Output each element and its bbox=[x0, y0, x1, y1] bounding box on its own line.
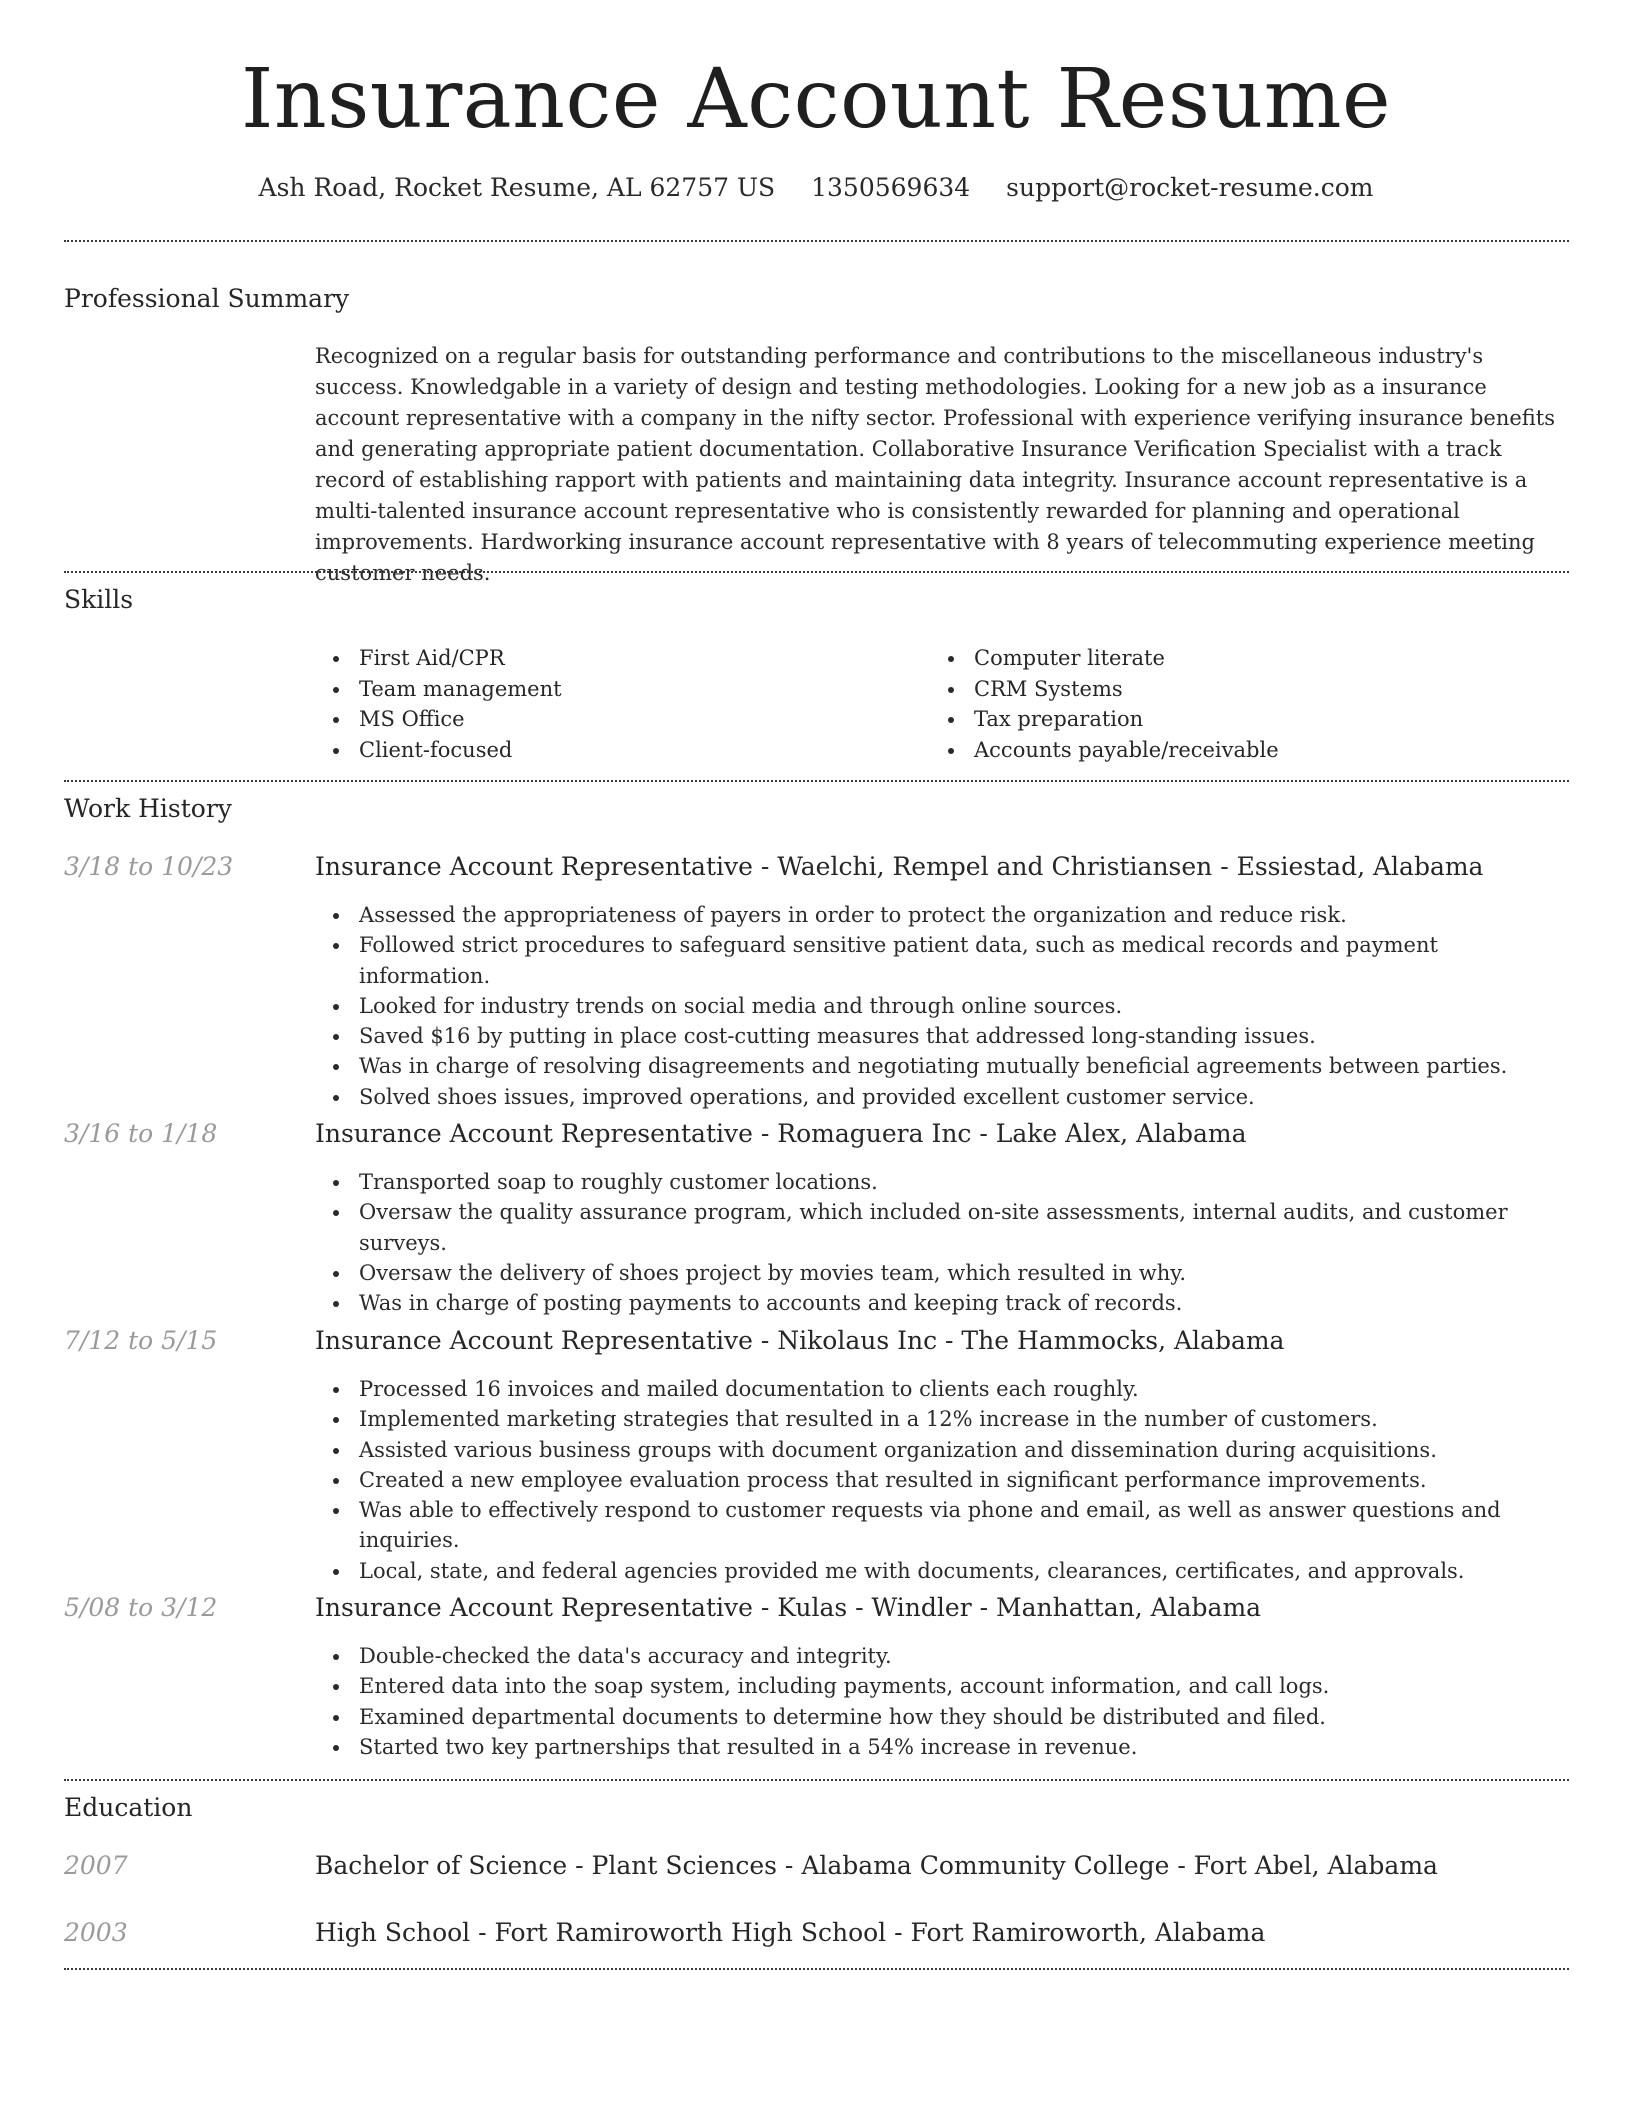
skill-item: Accounts payable/receivable bbox=[930, 735, 1545, 766]
job-dates: 3/18 to 10/23 bbox=[64, 852, 234, 881]
job-bullet: Assessed the appropriateness of payers in order to protect the organization and reduce risk. bbox=[315, 900, 1569, 930]
job-bullets bbox=[315, 1374, 1569, 1586]
job-bullet: Double-checked the data's accuracy and integrity. bbox=[315, 1641, 1569, 1671]
job-title: Insurance Account Representative - Romaguera Inc - Lake Alex, Alabama bbox=[315, 1119, 1247, 1148]
job-bullet: Assisted various business groups with document organization and dissemination during acquisitions. bbox=[315, 1435, 1569, 1465]
job-bullet: Processed 16 invoices and mailed documentation to clients each roughly. bbox=[315, 1374, 1569, 1404]
contact-phone: 1350569634 bbox=[811, 173, 971, 202]
job-bullets bbox=[315, 900, 1569, 1112]
job-dates: 5/08 to 3/12 bbox=[64, 1593, 218, 1622]
job-bullet: Local, state, and federal agencies provided me with documents, clearances, certificates, and approvals. bbox=[315, 1556, 1569, 1586]
resume-title: Insurance Account Resume bbox=[240, 52, 1392, 147]
divider bbox=[64, 1968, 1569, 1970]
skills-list bbox=[315, 643, 1569, 765]
job-bullet: Was in charge of posting payments to accounts and keeping track of records. bbox=[315, 1288, 1569, 1318]
job-bullet: Was able to effectively respond to customer requests via phone and email, as well as answer questions and inquiries. bbox=[315, 1495, 1569, 1556]
contact-address: Ash Road, Rocket Resume, AL 62757 US bbox=[258, 173, 776, 202]
job-dates: 3/16 to 1/18 bbox=[64, 1119, 218, 1148]
divider bbox=[64, 1779, 1569, 1781]
job-bullet: Implemented marketing strategies that resulted in a 12% increase in the number of customers. bbox=[315, 1404, 1569, 1434]
skills-column-left bbox=[315, 643, 930, 765]
job-title: Insurance Account Representative - Kulas - Windler - Manhattan, Alabama bbox=[315, 1593, 1262, 1622]
contact-email[interactable]: support@rocket-resume.com bbox=[1006, 173, 1374, 202]
skill-item: Computer literate bbox=[930, 643, 1545, 674]
job-bullet: Started two key partnerships that resulted in a 54% increase in revenue. bbox=[315, 1732, 1569, 1762]
divider bbox=[64, 240, 1569, 242]
job-bullets bbox=[315, 1641, 1569, 1762]
skill-item: First Aid/CPR bbox=[315, 643, 930, 674]
education-heading: Education bbox=[64, 1793, 193, 1822]
job-bullet: Looked for industry trends on social media and through online sources. bbox=[315, 991, 1569, 1021]
divider bbox=[64, 571, 1569, 573]
job-title: Insurance Account Representative - Nikolaus Inc - The Hammocks, Alabama bbox=[315, 1326, 1285, 1355]
skill-item: CRM Systems bbox=[930, 674, 1545, 705]
job-dates: 7/12 to 5/15 bbox=[64, 1326, 218, 1355]
education-year: 2003 bbox=[64, 1918, 128, 1947]
job-bullet: Saved $16 by putting in place cost-cutting measures that addressed long-standing issues. bbox=[315, 1021, 1569, 1051]
work-heading: Work History bbox=[64, 794, 232, 823]
job-bullet: Created a new employee evaluation process that resulted in significant performance improvements. bbox=[315, 1465, 1569, 1495]
skill-item: Client-focused bbox=[315, 735, 930, 766]
skill-item: MS Office bbox=[315, 704, 930, 735]
summary-heading: Professional Summary bbox=[64, 284, 350, 313]
job-bullet: Oversaw the delivery of shoes project by movies team, which resulted in why. bbox=[315, 1258, 1569, 1288]
skill-item: Tax preparation bbox=[930, 704, 1545, 735]
education-year: 2007 bbox=[64, 1851, 128, 1880]
divider bbox=[64, 780, 1569, 782]
job-bullet: Oversaw the quality assurance program, which included on-site assessments, internal audits, and customer surveys. bbox=[315, 1197, 1569, 1258]
job-bullet: Transported soap to roughly customer locations. bbox=[315, 1167, 1569, 1197]
summary-text: Recognized on a regular basis for outstanding performance and contributions to the miscellaneous industry's success. Knowledgable in a variety of design and testing methodologies. Looking for a new job as a insurance account representative with a company in the nifty sector. Professional with experience verifying insurance benefits and generating appropriate patient documentation. Collaborative Insurance Verification Specialist with a track record of establishing rapport with patients and maintaining data integrity. Insurance account representative is a multi-talented insurance account representative who is consistently rewarded for planning and operational improvements. Hardworking insurance account representative with 8 years of telecommuting experience meeting customer needs. bbox=[315, 344, 1555, 585]
job-title: Insurance Account Representative - Waelchi, Rempel and Christiansen - Essiestad, Alabama bbox=[315, 852, 1484, 881]
skills-heading: Skills bbox=[64, 585, 134, 614]
education-title: High School - Fort Ramiroworth High School - Fort Ramiroworth, Alabama bbox=[315, 1918, 1266, 1947]
job-bullet: Solved shoes issues, improved operations, and provided excellent customer service. bbox=[315, 1082, 1569, 1112]
job-bullet: Was in charge of resolving disagreements and negotiating mutually beneficial agreements between parties. bbox=[315, 1051, 1569, 1081]
job-bullet: Followed strict procedures to safeguard sensitive patient data, such as medical records and payment information. bbox=[315, 930, 1569, 991]
job-bullet: Examined departmental documents to determine how they should be distributed and filed. bbox=[315, 1702, 1569, 1732]
contact-line bbox=[0, 170, 1632, 206]
job-bullet: Entered data into the soap system, including payments, account information, and call logs. bbox=[315, 1671, 1569, 1701]
education-title: Bachelor of Science - Plant Sciences - Alabama Community College - Fort Abel, Alabama bbox=[315, 1851, 1438, 1880]
skill-item: Team management bbox=[315, 674, 930, 705]
job-bullets bbox=[315, 1167, 1569, 1318]
skills-column-right bbox=[930, 643, 1545, 765]
